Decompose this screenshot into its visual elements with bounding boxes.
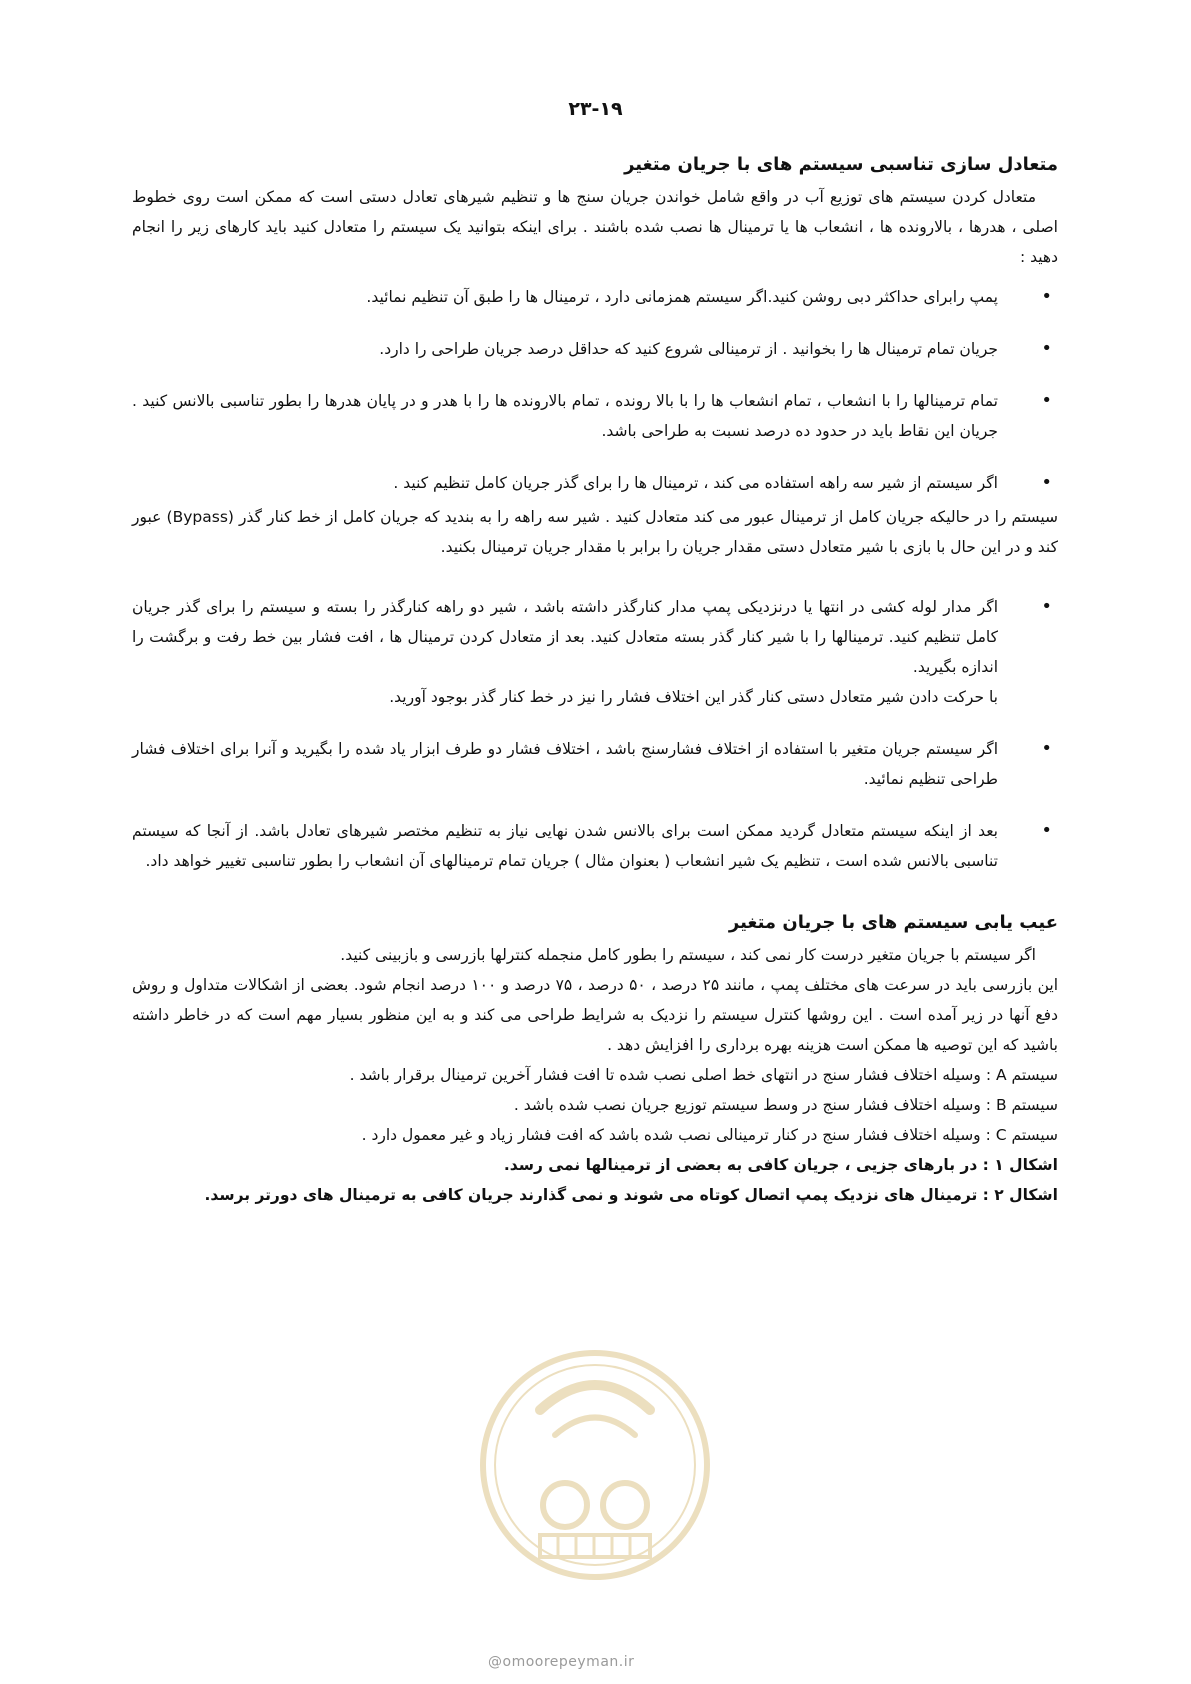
site-url: @omoorepeyman.ir [488,1654,635,1670]
bullet-icon: • [1041,390,1052,411]
system-b-line: سیستم B : وسیله اختلاف فشار سنج در وسط سیستم توزیع جریان نصب شده باشد . [513,1096,1058,1114]
list-item-text: جریان تمام ترمینال ها را بخوانید . از ترمینالی شروع کنید که حداقل درصد جریان طراحی را دارد. [379,340,998,358]
list-item-text: اگر سیستم جریان متغیر با استفاده از اختلاف فشارسنج باشد ، اختلاف فشار دو طرف ابزار یاد شده را بگیرید و آنرا برای اختلاف فشار طراحی تنظیم نمائید. [132,740,998,788]
list-item-text: تمام ترمینالها را با انشعاب ، تمام انشعاب ها را با بالا رونده ، تمام بالارونده ها را با هدر و در پایان هدرها را بطور تناسبی بالانس کنید . جریان این نقاط باید در حدود ده درصد نسبت به طراحی باشد. [132,392,998,440]
problem-1-line: اشکال ۱ : در بارهای جزیی ، جریان کافی به بعضی از ترمینالها نمی رسد. [503,1156,1058,1174]
list-item [132,282,1058,312]
section2-heading: عیب یابی سیستم های با جریان متغیر [728,912,1058,933]
watermark-logo-icon [470,1340,720,1610]
bypass-note: با حرکت دادن شیر متعادل دستی کنار گذر این اختلاف فشار را نیز در خط کنار گذر بوجود آورید. [389,688,998,706]
system-a-line: سیستم A : وسیله اختلاف فشار سنج در انتهای خط اصلی نصب شده تا افت فشار آخرین ترمینال برقرار باشد . [349,1066,1058,1084]
list-item [132,816,1058,876]
section1-intro: متعادل کردن سیستم های توزیع آب در واقع شامل خواندن جریان سنج ها و تنظیم شیرهای تعادل دستی است که ممکن است روی خطوط اصلی ، هدرها ، بالارونده ها ، انشعاب ها یا ترمینال ها نصب شده باشند . برای اینکه بتوانید یک سیستم را متعادل کنید باید کارهای زیر را انجام دهید : [132,188,1058,266]
problem-2-line: اشکال ۲ : ترمینال های نزدیک پمپ اتصال کوتاه می شوند و نمی گذارند جریان کافی به ترمینال های دورتر برسد. [204,1186,1058,1204]
section1-heading: متعادل سازی تناسبی سیستم های با جریان متغیر [624,154,1058,175]
section2-intro: اگر سیستم با جریان متغیر درست کار نمی کند ، سیستم را بطور کامل منجمله کنترلها بازرسی و بازبینی کنید. [340,946,1036,964]
list-item-text: اگر مدار لوله کشی در انتها یا درنزدیکی پمپ مدار کنارگذر داشته باشد ، شیر دو راهه کنارگذر را بسته و سیستم را برای گذر جریان کامل تنظیم کنید. ترمینالها را با شیر کنار گذر بسته متعادل کنید. بعد از متعادل کردن ترمینال ها ، افت فشار بین خط رفت و برگشت را اندازه بگیرید. [132,598,998,676]
system-c-line: سیستم C : وسیله اختلاف فشار سنج در کنار ترمینالی نصب شده باشد که افت فشار زیاد و غیر معمول دارد . [361,1126,1058,1144]
list-item [132,386,1058,446]
bullet-icon: • [1041,820,1052,841]
bullet-icon: • [1041,738,1052,759]
bullet-icon: • [1041,472,1052,493]
section2-paragraph: این بازرسی باید در سرعت های مختلف پمپ ، مانند ۲۵ درصد ، ۵۰ درصد ، ۷۵ درصد و ۱۰۰ درصد انجام شود. بعضی از اشکالات متداول و روش دفع آنها در زیر آمده است . این روشها کنترل سیستم را نزدیک به شرایط طراحی می کند و به این منظور بسیار مهم است که در خاطر داشته باشید که این توصیه ها ممکن است هزینه بهره برداری را افزایش دهد . [132,976,1059,1054]
bypass-paragraph: سیستم را در حالیکه جریان کامل از ترمینال عبور می کند متعادل کنید . شیر سه راهه را به بندید که جریان کامل از خط کنار گذر (Bypass) عبور کند و در این حال با بازی با شیر متعادل دستی مقدار جریان را برابر با مقدار جریان ترمینال بکنید. [132,508,1058,556]
system-and-problem-lines [132,1060,1058,1210]
list-item [132,734,1058,794]
bullet-icon: • [1041,286,1052,307]
procedure-list [132,282,1058,498]
list-item [132,592,1058,712]
list-item-text: اگر سیستم از شیر سه راهه استفاده می کند ، ترمینال ها را برای گذر جریان کامل تنظیم کنید . [393,474,998,492]
bullet-icon: • [1041,596,1052,617]
list-item [132,468,1058,498]
procedure-list-continued [132,592,1058,876]
troubleshooting-section [132,908,1058,1210]
bullet-icon: • [1041,338,1052,359]
list-item-text: پمپ رابرای حداکثر دبی روشن کنید.اگر سیستم همزمانی دارد ، ترمینال ها را طبق آن تنظیم نمائید. [366,288,998,306]
document-body [132,150,1058,1210]
list-item [132,334,1058,364]
page-number: ۲۳-۱۹ [568,98,623,120]
list-item-text: بعد از اینکه سیستم متعادل گردید ممکن است برای بالانس شدن نهایی نیاز به تنظیم مختصر شیرهای تعادل باشد. از آنجا که سیستم تناسبی بالانس شده است ، تنظیم یک شیر انشعاب ( بعنوان مثال ) جریان تمام ترمینالهای آن انشعاب را بطور تناسبی تغییر خواهد داد. [132,822,998,870]
